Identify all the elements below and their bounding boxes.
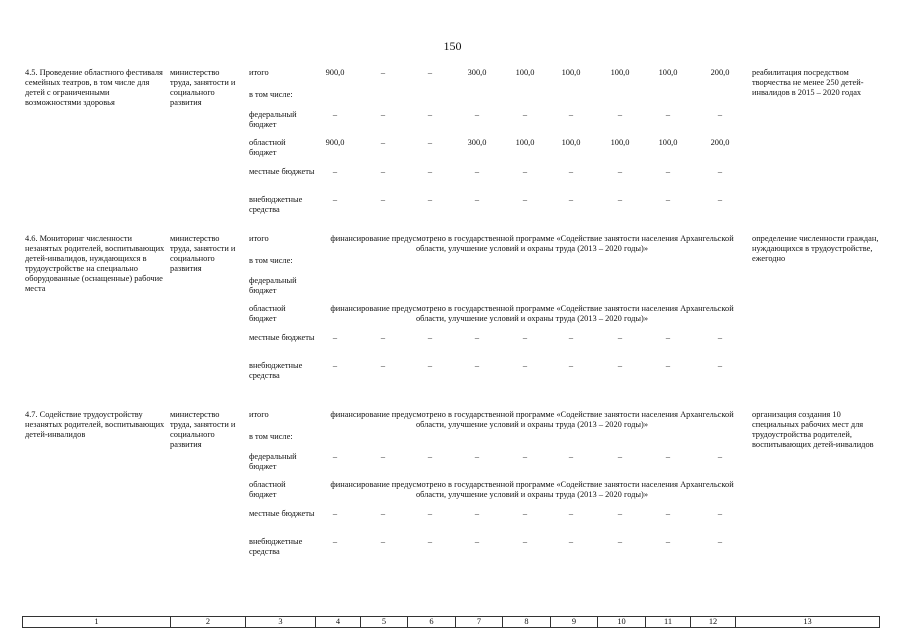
funding-value: –	[474, 537, 480, 546]
funding-source-label: в том числе:	[249, 432, 293, 441]
funding-value: –	[380, 452, 386, 461]
funding-value: –	[427, 509, 433, 518]
funding-value: –	[427, 138, 433, 147]
funding-value: –	[665, 333, 671, 342]
funding-value: 100,0	[561, 68, 581, 77]
funding-source-label: итого	[249, 410, 269, 419]
funding-value: –	[617, 452, 623, 461]
funding-value: –	[522, 452, 528, 461]
funding-source-label: областной бюджет	[249, 304, 286, 323]
funding-source-label: областной бюджет	[249, 480, 286, 499]
funding-value: –	[717, 452, 723, 461]
measure-title: 4.7. Содействие трудоустройству незанятых родителей, воспитывающих детей-инвалидов	[25, 410, 165, 439]
column-number: 3	[246, 617, 316, 628]
column-number: 5	[361, 617, 408, 628]
funding-value: –	[427, 333, 433, 342]
column-number: 7	[456, 617, 503, 628]
funding-value: –	[427, 537, 433, 546]
funding-value: –	[522, 509, 528, 518]
funding-value: –	[474, 452, 480, 461]
funding-value: –	[427, 110, 433, 119]
funding-value: –	[717, 167, 723, 176]
funding-source-label: федеральный бюджет	[249, 110, 297, 129]
funding-value: –	[717, 537, 723, 546]
column-number: 13	[736, 617, 880, 628]
funding-source-label: федеральный бюджет	[249, 276, 297, 295]
funding-source-label: в том числе:	[249, 256, 293, 265]
funding-value: 100,0	[561, 138, 581, 147]
funding-source-label: внебюджетные средства	[249, 361, 303, 380]
funding-source-label: итого	[249, 68, 269, 77]
column-number: 9	[551, 617, 598, 628]
funding-value: –	[380, 509, 386, 518]
funding-value: –	[332, 110, 338, 119]
funding-value: –	[717, 110, 723, 119]
page-number: 150	[443, 39, 462, 53]
funding-value: –	[380, 110, 386, 119]
funding-note: финансирование предусмотрено в государственной программе «Содействие занятости населения Архангельской области, улучшение условий и охраны труда (2013 – 2020 годы)»	[330, 410, 734, 429]
funding-value: –	[665, 361, 671, 370]
funding-value: –	[522, 361, 528, 370]
funding-value: –	[617, 361, 623, 370]
funding-value: –	[427, 361, 433, 370]
funding-value: –	[568, 110, 574, 119]
funding-value: –	[380, 361, 386, 370]
funding-value: –	[522, 333, 528, 342]
funding-value: –	[665, 509, 671, 518]
funding-value: –	[617, 537, 623, 546]
funding-value: –	[380, 195, 386, 204]
funding-source-label: внебюджетные средства	[249, 195, 303, 214]
funding-value: –	[332, 333, 338, 342]
measure-title: 4.5. Проведение областного фестиваля семейных театров, в том числе для детей с ограниченными возможностями здоровья	[25, 68, 163, 107]
funding-value: –	[617, 110, 623, 119]
funding-note: финансирование предусмотрено в государственной программе «Содействие занятости населения Архангельской области, улучшение условий и охраны труда (2013 – 2020 годы)»	[330, 234, 734, 253]
funding-source-label: внебюджетные средства	[249, 537, 303, 556]
executor: министерство труда, занятости и социального развития	[170, 410, 236, 449]
funding-note: финансирование предусмотрено в государственной программе «Содействие занятости населения Архангельской области, улучшение условий и охраны труда (2013 – 2020 годы)»	[330, 304, 734, 323]
funding-value: –	[665, 452, 671, 461]
funding-value: –	[568, 361, 574, 370]
funding-value: –	[332, 195, 338, 204]
funding-source-label: областной бюджет	[249, 138, 286, 157]
funding-value: –	[522, 167, 528, 176]
column-number: 10	[598, 617, 646, 628]
funding-value: –	[474, 361, 480, 370]
funding-value: –	[568, 167, 574, 176]
funding-value: –	[568, 452, 574, 461]
funding-value: –	[474, 333, 480, 342]
funding-source-label: федеральный бюджет	[249, 452, 297, 471]
funding-value: –	[427, 68, 433, 77]
executor: министерство труда, занятости и социального развития	[170, 234, 236, 273]
funding-value: –	[332, 509, 338, 518]
funding-value: –	[332, 537, 338, 546]
column-number: 11	[646, 617, 691, 628]
funding-value: –	[665, 195, 671, 204]
funding-value: –	[568, 333, 574, 342]
funding-value: –	[380, 138, 386, 147]
funding-value: –	[474, 167, 480, 176]
funding-source-label: в том числе:	[249, 90, 293, 99]
funding-value: 300,0	[467, 138, 487, 147]
funding-note: финансирование предусмотрено в государственной программе «Содействие занятости населения Архангельской области, улучшение условий и охраны труда (2013 – 2020 годы)»	[330, 480, 734, 499]
funding-value: –	[332, 361, 338, 370]
funding-value: –	[617, 333, 623, 342]
column-number: 12	[691, 617, 736, 628]
funding-value: –	[474, 195, 480, 204]
expected-result: реабилитация посредством творчества не менее 250 детей-инвалидов в 2015 – 2020 годах	[752, 68, 864, 97]
funding-value: –	[522, 195, 528, 204]
funding-value: –	[522, 537, 528, 546]
expected-result: организация создания 10 специальных рабочих мест для трудоустройства родителей, воспитывающих детей-инвалидов	[752, 410, 874, 449]
column-number: 4	[316, 617, 361, 628]
funding-value: 200,0	[710, 68, 730, 77]
funding-value: –	[474, 509, 480, 518]
funding-value: 900,0	[325, 138, 345, 147]
funding-value: –	[717, 195, 723, 204]
funding-value: –	[380, 167, 386, 176]
funding-value: 300,0	[467, 68, 487, 77]
funding-value: –	[568, 537, 574, 546]
column-number: 1	[23, 617, 171, 628]
measure-title: 4.6. Мониторинг численности незанятых родителей, воспитывающих детей-инвалидов, нуждающихся в трудоустройстве на специально оборудованные (оснащенные) рабочие места	[25, 234, 165, 293]
funding-value: –	[617, 509, 623, 518]
funding-source-label: местные бюджеты	[249, 167, 315, 176]
column-number: 8	[503, 617, 551, 628]
funding-source-label: местные бюджеты	[249, 509, 315, 518]
funding-source-label: итого	[249, 234, 269, 243]
funding-value: 100,0	[658, 138, 678, 147]
funding-value: –	[717, 333, 723, 342]
funding-value: –	[380, 333, 386, 342]
funding-value: –	[427, 167, 433, 176]
funding-value: –	[522, 110, 528, 119]
column-number: 6	[408, 617, 456, 628]
funding-value: –	[332, 452, 338, 461]
funding-value: 200,0	[710, 138, 730, 147]
funding-value: –	[717, 361, 723, 370]
column-number-row	[22, 616, 880, 628]
funding-value: –	[474, 110, 480, 119]
expected-result: определение численности граждан, нуждающихся в трудоустройстве, ежегодно	[752, 234, 879, 263]
funding-value: –	[332, 167, 338, 176]
funding-value: 100,0	[658, 68, 678, 77]
funding-value: 100,0	[515, 68, 535, 77]
funding-value: –	[568, 195, 574, 204]
funding-value: –	[380, 68, 386, 77]
funding-value: –	[427, 195, 433, 204]
funding-value: –	[617, 195, 623, 204]
funding-value: 100,0	[515, 138, 535, 147]
funding-value: –	[717, 509, 723, 518]
funding-value: –	[380, 537, 386, 546]
executor: министерство труда, занятости и социального развития	[170, 68, 236, 107]
funding-value: –	[665, 110, 671, 119]
funding-value: 100,0	[610, 138, 630, 147]
funding-value: –	[568, 509, 574, 518]
funding-value: –	[665, 537, 671, 546]
funding-value: –	[665, 167, 671, 176]
funding-value: –	[617, 167, 623, 176]
funding-value: 100,0	[610, 68, 630, 77]
funding-source-label: местные бюджеты	[249, 333, 315, 342]
funding-value: 900,0	[325, 68, 345, 77]
column-number: 2	[171, 617, 246, 628]
funding-value: –	[427, 452, 433, 461]
